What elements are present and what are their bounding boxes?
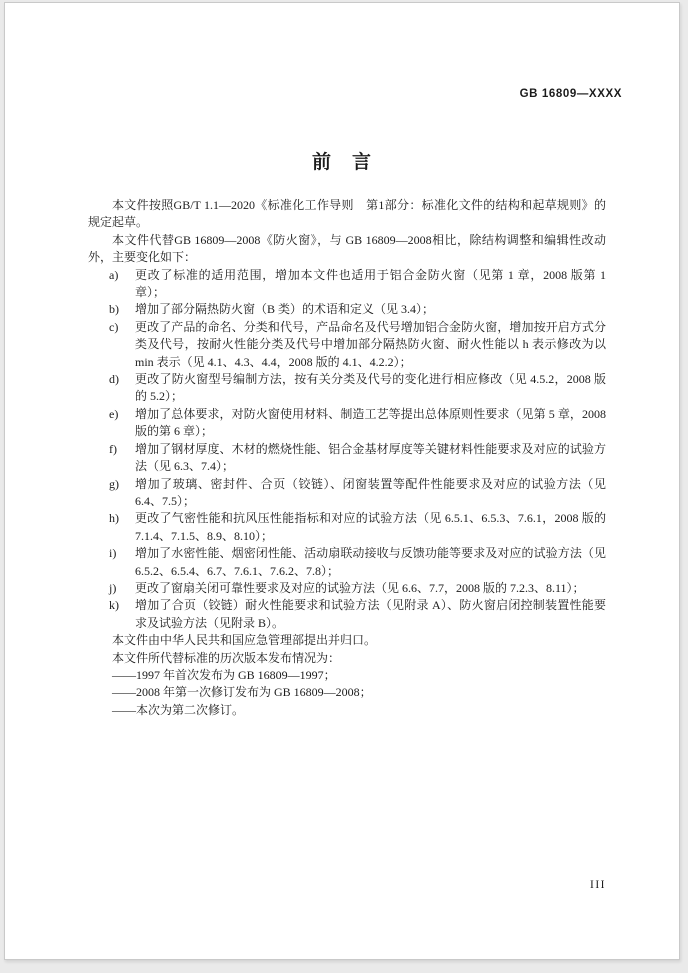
list-item-text: 增加了钢材厚度、木材的燃烧性能、铝合金基材厚度等关键材料性能要求及对应的试验方法（见 6.3、7.4）； — [135, 441, 606, 474]
closing-section — [88, 632, 606, 719]
closing-paragraph: ——2008 年第一次修订发布为 GB 16809—2008； — [112, 685, 372, 700]
list-item-text: 更改了气密性能和抗风压性能指标和对应的试验方法（见 6.5.1、6.5.3、7.6.1，2008 版的 7.1.4、7.1.5、8.9、8.10）； — [135, 511, 606, 543]
intro-paragraph: 本文件按照GB/T 1.1—2020《标准化工作导则 第1部分：标准化文件的结构和起草规则》的规定起草。 — [88, 198, 606, 230]
list-item-label: b) — [109, 302, 119, 317]
document-page — [4, 2, 680, 960]
closing-paragraph: ——本次为第二次修订。 — [112, 702, 245, 717]
page-title: 前 言 — [311, 152, 372, 173]
list-item-label: e) — [109, 406, 119, 421]
list-item-label: k) — [109, 598, 119, 613]
change-list-item — [88, 371, 606, 406]
list-item-text: 更改了标准的适用范围，增加本文件也适用于铝合金防火窗（见第 1 章，2008 版第 1 章）； — [135, 267, 606, 300]
list-item-label: i) — [109, 546, 117, 561]
document-body — [88, 197, 606, 719]
change-list-item — [88, 267, 606, 302]
closing-paragraph: 本文件由中华人民共和国应急管理部提出并归口。 — [112, 633, 377, 648]
list-item-text: 增加了部分隔热防火窗（B 类）的术语和定义（见 3.4）； — [135, 302, 435, 317]
list-item-text: 增加了合页（铰链）耐火性能要求和试验方法（见附录 A）、防火窗启闭控制装置性能要求及试验方法（见附录 B）。 — [135, 598, 606, 630]
intro-paragraph: 本文件代替GB 16809—2008《防火窗》，与 GB 16809—2008相比，除结构调整和编辑性改动外，主要变化如下： — [88, 232, 606, 265]
change-list-item — [88, 580, 606, 597]
page-number: III — [590, 879, 606, 891]
change-list-item — [88, 476, 606, 511]
closing-paragraph: ——1997 年首次发布为 GB 16809—1997； — [112, 667, 336, 682]
list-item-label: d) — [109, 372, 119, 387]
list-item-text: 增加了水密性能、烟密闭性能、活动扇联动接收与反馈功能等要求及对应的试验方法（见 6.5.2、6.5.4、6.7、7.6.1、7.6.2、7.8）； — [135, 546, 606, 578]
change-list-item — [88, 319, 606, 371]
list-item-label: g) — [109, 476, 119, 491]
list-item-text: 更改了产品的命名、分类和代号，产品命名及代号增加铝合金防火窗，增加按开启方式分类及代号，按耐火性能分类及代号中增加部分隔热防火窗、耐火性能以 h 表示修改为以 min 表示（见 4.1、4.3、4.4，2008 版的 4.1、4.2.2）； — [135, 319, 606, 369]
list-item-text: 增加了玻璃、密封件、合页（铰链）、闭窗装置等配件性能要求及对应的试验方法（见 6.4、7.5）； — [135, 476, 606, 508]
change-list-item — [88, 301, 606, 318]
list-item-text: 更改了窗扇关闭可靠性要求及对应的试验方法（见 6.6、7.7，2008 版的 7.2.3、8.11）； — [135, 580, 585, 595]
change-list-item — [88, 545, 606, 580]
list-item-label: c) — [109, 319, 119, 334]
change-list-item — [88, 441, 606, 476]
list-item-text: 更改了防火窗型号编制方法，按有关分类及代号的变化进行相应修改（见 4.5.2，2008 版的 5.2）； — [135, 372, 606, 404]
list-item-label: h) — [109, 511, 119, 526]
closing-paragraph: 本文件所代替标准的历次版本发布情况为： — [112, 650, 341, 665]
standard-code: GB 16809—XXXX — [519, 88, 622, 100]
change-list-item — [88, 510, 606, 545]
list-item-label: a) — [109, 267, 119, 282]
list-item-label: f) — [109, 441, 117, 456]
list-item-text: 增加了总体要求，对防火窗使用材料、制造工艺等提出总体原则性要求（见第 5 章，2008 版的第 6 章）； — [135, 406, 606, 439]
change-list-item — [88, 597, 606, 632]
change-list — [88, 267, 606, 633]
list-item-label: j) — [109, 580, 117, 595]
change-list-item — [88, 406, 606, 441]
